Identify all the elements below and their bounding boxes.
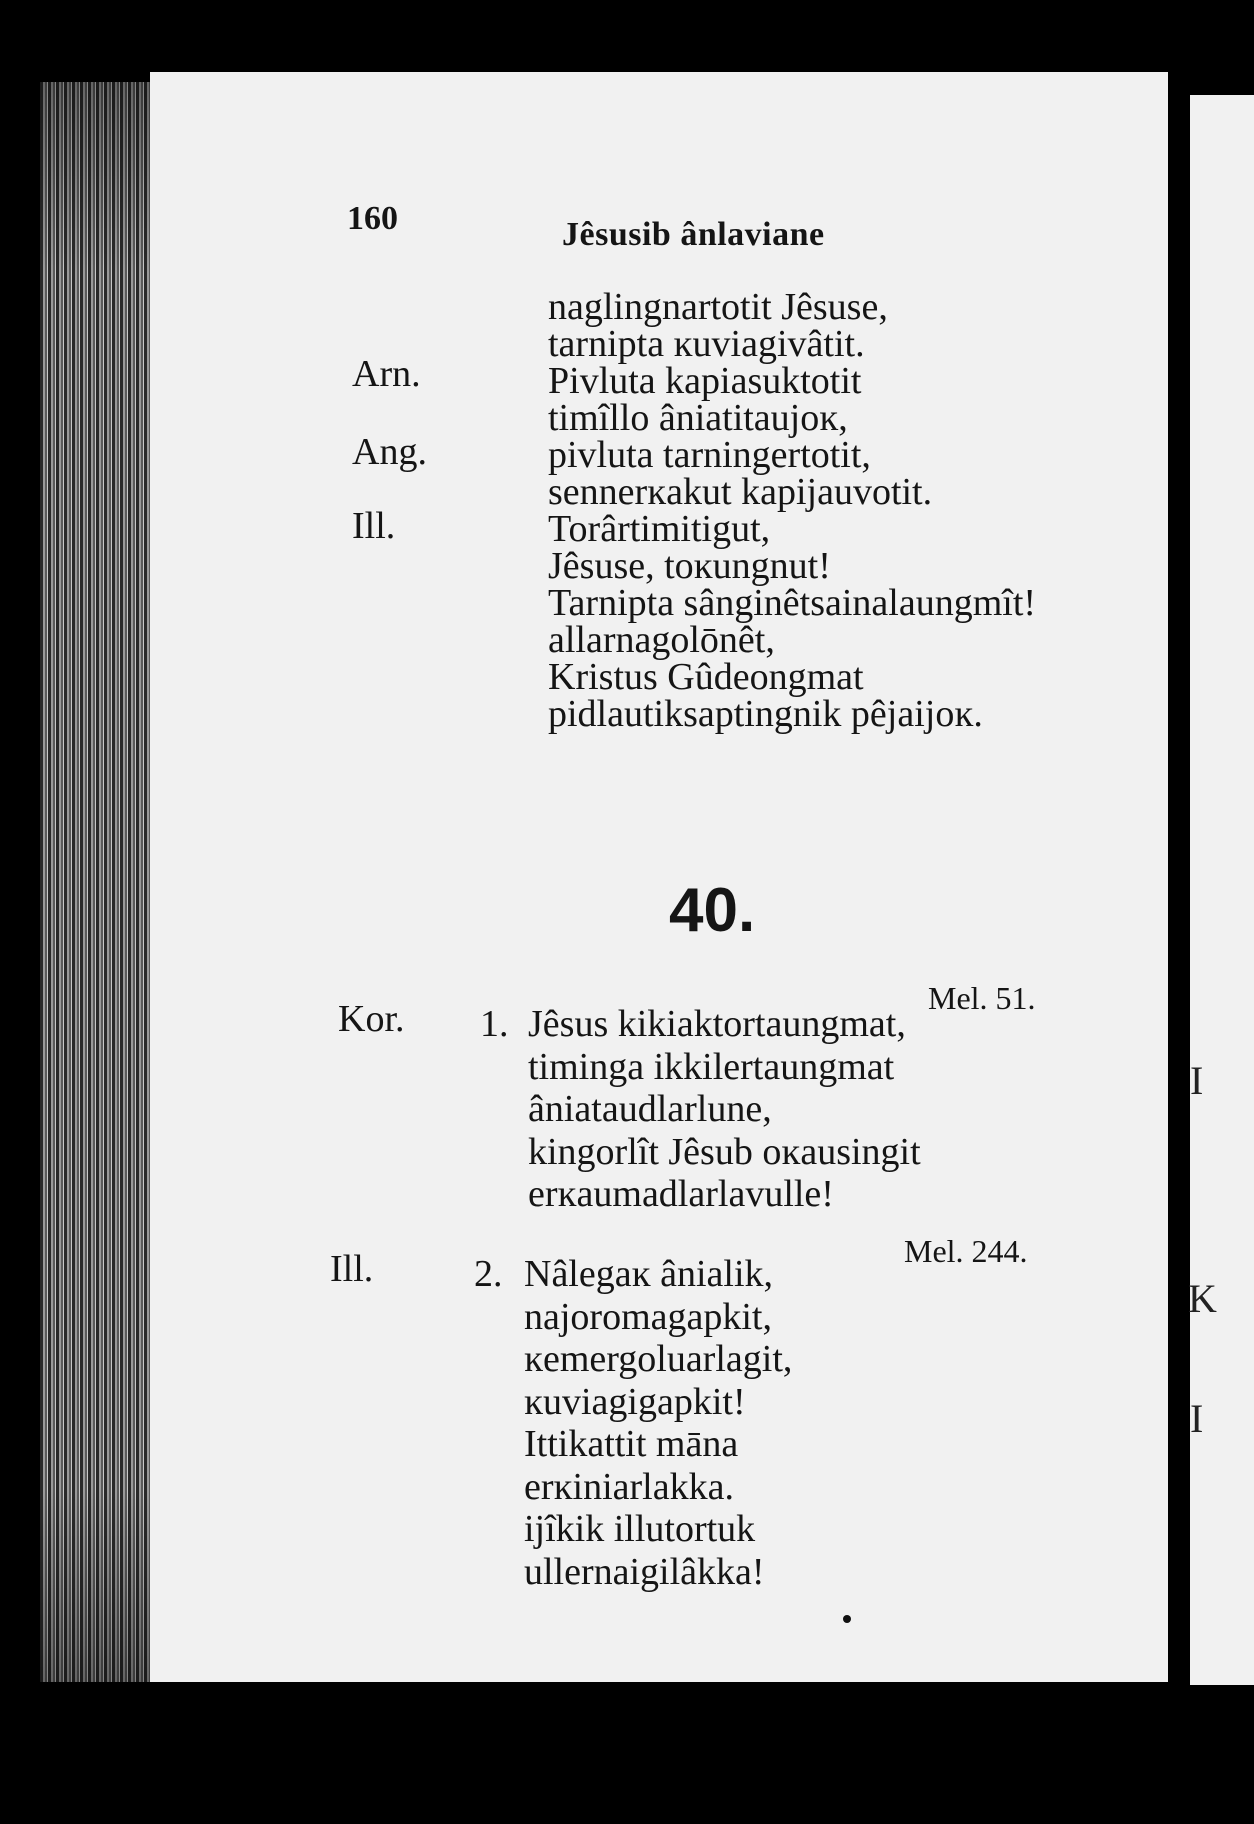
verse-line: allarnagolōnêt,	[548, 619, 775, 661]
page-edges	[40, 82, 152, 1682]
margin-label: Kor.	[338, 998, 405, 1040]
melody-reference: Mel. 244.	[904, 1233, 1028, 1269]
verse-line: pivluta tarningertotit,	[548, 434, 871, 476]
margin-label: Ang.	[352, 431, 427, 473]
verse-line: ijîkik illutortuk	[524, 1508, 756, 1550]
stanza-number: 2.	[474, 1253, 503, 1295]
margin-label: Ill.	[352, 505, 396, 547]
margin-label: Ill.	[330, 1248, 374, 1290]
verse-line: Jêsuse, toĸungnut!	[548, 545, 831, 587]
verse-line: Tarnipta sânginêtsainalaungmît!	[548, 582, 1037, 624]
verse-line: sennerĸakut kapijauvotit.	[548, 471, 933, 513]
verse-line: Kristus Gûdeongmat	[548, 656, 864, 698]
verse-line: tarnipta ĸuviagivâtit.	[548, 323, 865, 365]
verse-line: Ittikattit māna	[524, 1423, 739, 1465]
verse-line: Pivluta kapiasuktotit	[548, 360, 862, 402]
verse-line: naglingnartotit Jêsuse,	[548, 286, 888, 328]
facing-page-fragment: I	[1190, 1396, 1204, 1441]
verse-line: ĸuviagigapkit!	[524, 1381, 746, 1423]
running-title: Jêsusib ânlaviane	[562, 216, 825, 253]
facing-page-fragment: I	[1190, 1058, 1204, 1103]
verse-line: pidlautiksaptingnik pêjaijoĸ.	[548, 693, 983, 735]
verse-line: najoromagapkit,	[524, 1296, 772, 1338]
verse-line: Jêsus kikiaktortaungmat,	[528, 1003, 906, 1045]
verse-line: timinga ikkilertaungmat	[528, 1046, 895, 1088]
verse-line: âniataudlarlune,	[528, 1088, 772, 1130]
facing-page-fragment: K	[1188, 1276, 1217, 1321]
verse-line: ĸemergoluarlagit,	[524, 1338, 793, 1380]
hymn-number: 40.	[669, 876, 756, 945]
stanza-number: 1.	[480, 1003, 509, 1045]
verse-line: erĸiniarlakka.	[524, 1466, 734, 1508]
melody-reference: Mel. 51.	[928, 980, 1036, 1016]
margin-label: Arn.	[352, 353, 421, 395]
facing-page	[1190, 95, 1254, 1685]
page-number: 160	[347, 200, 398, 237]
verse-line: Torârtimitigut,	[548, 508, 771, 550]
verse-line: erĸaumadlarlavulle!	[528, 1173, 834, 1215]
verse-line: Nâlegaĸ ânialik,	[524, 1253, 774, 1295]
verse-line: kingorlît Jêsub oĸausingit	[528, 1131, 921, 1173]
verse-line: timîllo âniatitaujoĸ,	[548, 397, 848, 439]
ink-speck	[843, 1615, 851, 1623]
verse-line: ullernaigilâkka!	[524, 1551, 765, 1593]
